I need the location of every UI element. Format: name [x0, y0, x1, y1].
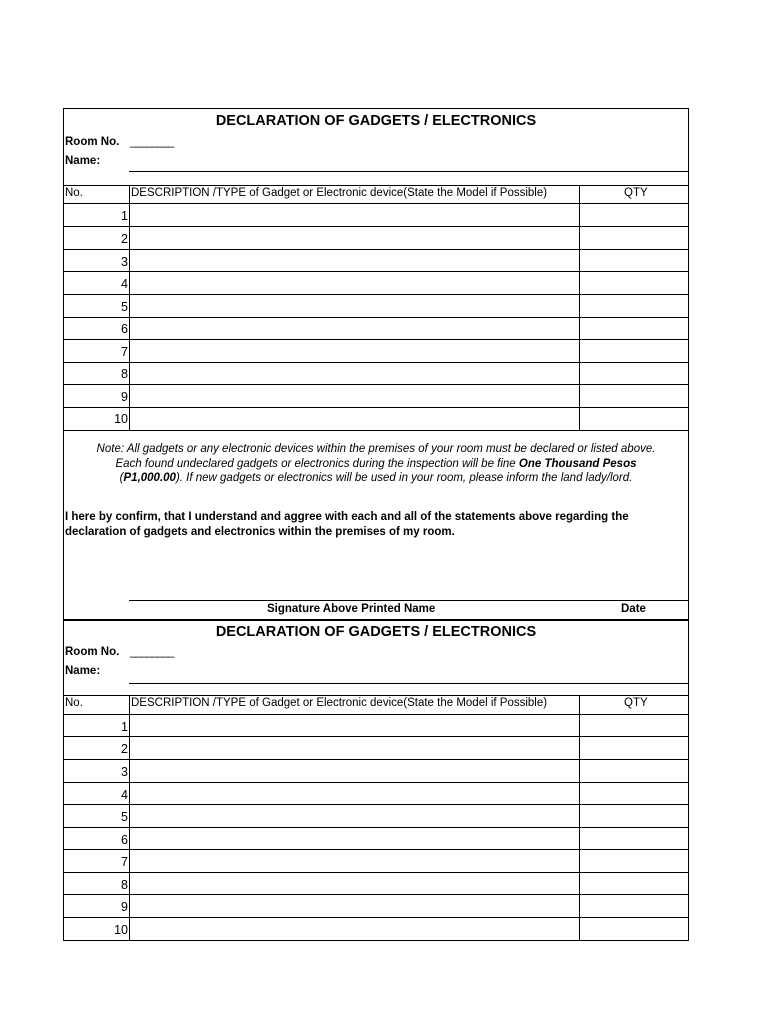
row-number: 9: [121, 900, 128, 914]
row-line: [64, 226, 688, 227]
row-number: 10: [114, 923, 128, 937]
row-number: 5: [121, 810, 128, 824]
room-no-label: Room No.: [65, 646, 120, 658]
note-line: [64, 457, 688, 472]
room-no-field[interactable]: ________: [130, 646, 174, 658]
form-title: DECLARATION OF GADGETS / ELECTRONICS: [215, 113, 537, 129]
confirmation-line: declaration of gadgets and electronics within the premises of my room.: [65, 525, 455, 538]
column-divider: [129, 695, 130, 940]
row-number: 8: [121, 367, 128, 381]
note-line: Note: All gadgets or any electronic devices within the premises of your room must be declared or listed above.: [96, 443, 656, 455]
column-divider: [579, 695, 580, 940]
signature-line[interactable]: [129, 600, 688, 601]
signature-label: Signature Above Printed Name: [267, 603, 436, 615]
row-number: 4: [121, 277, 128, 291]
column-divider: [579, 185, 580, 431]
row-line: [64, 339, 688, 340]
declaration-form-1: [63, 108, 689, 620]
row-line: [64, 759, 688, 760]
header-no: No.: [65, 187, 83, 199]
header-description: DESCRIPTION /TYPE of Gadget or Electronic device(State the Model if Possible): [131, 187, 548, 199]
row-number: 2: [121, 742, 128, 756]
form-title: DECLARATION OF GADGETS / ELECTRONICS: [215, 624, 537, 640]
row-line: [64, 894, 688, 895]
confirmation-text: [65, 510, 675, 539]
row-line: [64, 782, 688, 783]
name-field-line[interactable]: [129, 683, 689, 684]
row-number: 6: [121, 322, 128, 336]
room-no-field[interactable]: ________: [130, 136, 174, 148]
row-number: 4: [121, 788, 128, 802]
row-line: [64, 294, 688, 295]
row-line: [64, 849, 688, 850]
note-text: [64, 442, 688, 486]
room-no-label: Room No.: [65, 136, 120, 148]
gadget-table: [64, 695, 688, 940]
name-label: Name:: [65, 665, 101, 677]
row-line: [64, 317, 688, 318]
row-number: 3: [121, 255, 128, 269]
header-qty: QTY: [624, 697, 648, 709]
note-text-part: Each found undeclared gadgets or electronics during the inspection will be fine: [115, 457, 519, 470]
row-line: [64, 407, 688, 408]
declaration-form-2: [63, 620, 689, 941]
row-line: [64, 872, 688, 873]
row-number: 2: [121, 232, 128, 246]
row-number: 7: [121, 345, 128, 359]
fine-amount-words: One Thousand Pesos: [518, 457, 637, 470]
row-line: [64, 430, 688, 431]
row-line: [64, 362, 688, 363]
row-number: 3: [121, 765, 128, 779]
name-label: Name:: [65, 155, 101, 167]
column-divider: [129, 185, 130, 431]
name-field-line[interactable]: [129, 171, 689, 172]
row-line: [64, 249, 688, 250]
fine-amount: P1,000.00: [123, 472, 176, 484]
row-number: 10: [114, 412, 128, 426]
row-line: [64, 203, 688, 204]
row-line: [64, 827, 688, 828]
row-line: [64, 271, 688, 272]
row-number: 1: [121, 720, 128, 734]
row-number: 6: [121, 833, 128, 847]
row-line: [64, 714, 688, 715]
row-line: [64, 384, 688, 385]
row-line: [64, 736, 688, 737]
note-text-part: (: [119, 472, 124, 484]
row-number: 7: [121, 855, 128, 869]
row-number: 8: [121, 878, 128, 892]
row-number: 5: [121, 300, 128, 314]
header-description: DESCRIPTION /TYPE of Gadget or Electronic device(State the Model if Possible): [131, 697, 548, 709]
row-line: [64, 804, 688, 805]
gadget-table: [64, 185, 688, 431]
row-line: [64, 917, 688, 918]
note-text-part: ). If new gadgets or electronics will be used in your room, please inform the land lady/lord.: [175, 472, 633, 484]
confirmation-line: I here by confirm, that I understand and aggree with each and all of the statements above regarding the: [65, 511, 629, 523]
date-label: Date: [621, 603, 646, 615]
note-line: [64, 471, 688, 486]
row-number: 1: [121, 209, 128, 223]
form-top-border: [63, 620, 689, 621]
header-no: No.: [65, 697, 83, 709]
row-number: 9: [121, 390, 128, 404]
header-qty: QTY: [624, 187, 648, 199]
